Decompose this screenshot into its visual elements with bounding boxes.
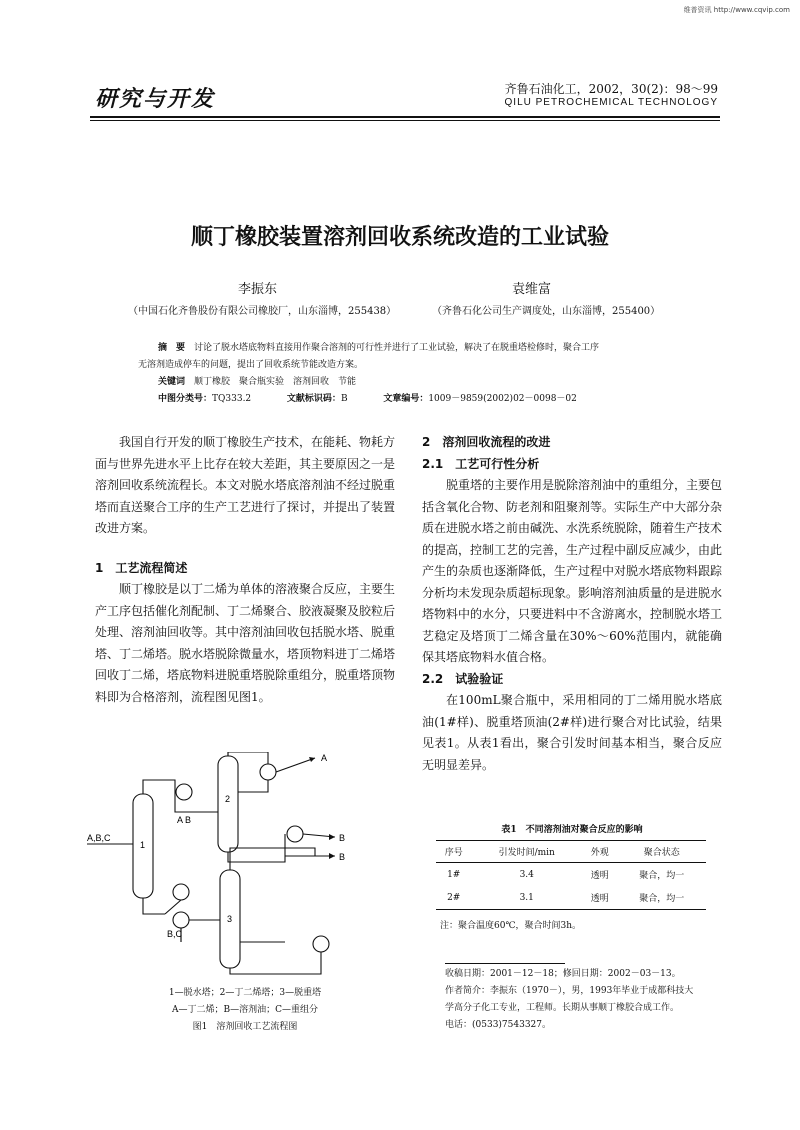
section-1-heading: 1 工艺流程简述: [95, 560, 188, 575]
table-cell: 聚合，均一: [639, 871, 685, 881]
section-2-1-heading: 2.1 工艺可行性分析: [422, 456, 540, 471]
table-row: [436, 886, 706, 910]
table-cell: 1#: [447, 869, 461, 880]
section-label: 研究与开发: [95, 86, 216, 112]
author-1-name: 李振东: [238, 282, 278, 297]
reboiler-3: [313, 936, 329, 952]
footnote-rule: [445, 963, 565, 964]
keywords: [158, 374, 356, 390]
table-header: 聚合状态: [617, 841, 706, 863]
reboiler-1: [173, 912, 189, 928]
abstract-line-2: 无溶剂造成停车的问题，提出了回收系统节能改造方案。: [138, 360, 364, 370]
legend-line-1: 1—脱水塔；2—丁二烯塔；3—脱重塔: [168, 988, 322, 998]
section-2-heading: 2 溶剂回收流程的改进: [422, 435, 551, 449]
t3-overhead-line: [230, 848, 315, 870]
condenser-1: [176, 784, 192, 800]
figure-legend: [95, 985, 395, 1036]
t1-bottom-line: [143, 898, 165, 914]
t1-overhead-line: [143, 780, 175, 802]
process-flow-diagram: [85, 752, 385, 982]
table-row: [436, 863, 706, 887]
line-a: [276, 758, 315, 772]
journal-citation: 齐鲁石油化工，2002，30(2)：98～99: [504, 82, 718, 96]
abstract-cont: [138, 357, 698, 373]
table-cell: 3.4: [519, 869, 534, 880]
label-bottom-bc: B,C: [167, 929, 183, 939]
t1-to-t2-line: [175, 802, 218, 812]
header-rule-thin: [90, 120, 720, 121]
footnote-author-2: 学高分子化工专业，工程师。长期从事顺丁橡胶合成工作。: [445, 1003, 680, 1013]
table-cell: 3.1: [471, 886, 582, 910]
author-2-affiliation: （齐鲁石化公司生产调度处，山东淄博，255400）: [432, 306, 661, 317]
header-rule-thick: [90, 116, 720, 118]
abstract: [158, 340, 688, 356]
author-2-name: 袁维富: [512, 282, 552, 297]
section-2-1-text: 脱重塔的主要作用是脱除溶剂油中的重组分，主要包括含氧化合物、防老剂和阻聚剂等。实际生产中大部分杂质在进脱水塔之前由碱洗、水洗系统脱除，随着生产技术的提高，控制工艺的完善，生产过程中副反应减少，由此产生的杂质也逐渐降低，生产过程中对脱水塔底物料跟踪分析均未发现杂质超标现象。影响溶剂油质量的是进脱水塔物料中的水分，只要进料中不含游离水，控制脱水塔工艺稳定及塔顶丁二烯含量在30%～60%范围内，就能确保其塔底物料水值合格。: [422, 478, 723, 664]
doc-label: 文献标识码：: [286, 394, 341, 404]
doc-code: B: [340, 394, 348, 404]
article-no: 1009－9859(2002)02－0098－02: [428, 394, 577, 404]
section-2-2-text: 在100mL聚合瓶中，采用相同的丁二烯用脱水塔底油(1#样)、脱重塔顶油(2#样)进行聚合对比试验，结果见表1。从表1看出，聚合引发时间基本相当，聚合反应无明显差异。: [422, 693, 722, 772]
intro-paragraph: 我国自行开发的顺丁橡胶生产技术，在能耗、物耗方面与世界先进水平上比存在较大差距，其主要原因之一是溶剂回收系统流程长。本文对脱水塔底溶剂油不经过脱重塔而直送聚合工序的生产工艺进行了探讨，并提出了装置改进方案。: [95, 435, 396, 535]
table-header: 外观: [582, 841, 617, 863]
exchanger-1: [173, 884, 189, 900]
label-tower-2: 2: [225, 794, 231, 804]
table-header: 引发时间/min: [471, 841, 582, 863]
keywords-text: 顺丁橡胶 聚合瓶实验 溶剂回收 节能: [194, 377, 357, 387]
clc-value: TQ333.2: [212, 394, 252, 404]
footnote-phone: 电话：(0533)7543327。: [445, 1020, 552, 1030]
table-cell: 透明: [582, 886, 617, 910]
label-out-b1: B: [339, 833, 346, 843]
keywords-label: 关键词: [158, 377, 186, 387]
table-1: [436, 840, 706, 910]
author-1-affiliation: （中国石化齐鲁股份有限公司橡胶厂，山东淄博，255438）: [128, 306, 397, 317]
clc-label: 中图分类号：: [158, 394, 213, 404]
right-column: [422, 432, 722, 776]
label-tower-1: 1: [140, 840, 146, 850]
table-1-note: 注：聚合温度60℃，聚合时间3h。: [440, 921, 582, 931]
section-1-text: 顺丁橡胶是以丁二烯为单体的溶液聚合反应，主要生产工序包括催化剂配制、丁二烯聚合、胶液凝聚及胶粒后处理、溶剂油回收等。其中溶剂油回收包括脱水塔、脱重塔、丁二烯塔。脱水塔脱除微量水，塔顶物料进丁二烯塔回收丁二烯，塔底物料进脱重塔脱除重组分，脱重塔顶物料即为合格溶剂，流程图见图1。: [95, 582, 396, 704]
article-title: 顺丁橡胶装置溶剂回收系统改造的工业试验: [190, 225, 609, 250]
legend-line-2: A—丁二烯；B—溶剂油；C—重组分: [171, 1005, 318, 1015]
footnote: [445, 966, 725, 1034]
left-column: [95, 432, 395, 708]
tower-2: [218, 756, 238, 852]
classification: [158, 391, 577, 407]
section-2-2-heading: 2.2 试验验证: [422, 671, 504, 686]
label-out-b2: B: [339, 852, 346, 862]
watermark: 维普资讯 http://www.cqvip.com: [683, 6, 790, 14]
label-feed: A,B,C: [87, 833, 111, 843]
label-out-a: A: [321, 753, 328, 763]
article-no-label: 文章编号：: [383, 394, 429, 404]
abstract-label: 摘 要: [158, 343, 186, 353]
figure-caption: 图1 溶剂回收工艺流程图: [192, 1022, 298, 1032]
label-tower-3: 3: [227, 914, 233, 924]
footnote-author-1: 作者简介：李振东（1970－），男，1993年毕业于成都科技大: [445, 986, 694, 996]
label-mid-ab: A B: [177, 815, 192, 825]
footnote-received: 收稿日期：2001－12－18；修回日期：2002－03－13。: [445, 969, 681, 979]
condenser-2: [260, 764, 276, 780]
journal-name-en: QILU PETROCHEMICAL TECHNOLOGY: [504, 97, 718, 108]
reboiler-2: [287, 826, 303, 842]
table-header: 序号: [436, 841, 471, 863]
t3-bottom-line: [230, 952, 321, 974]
table-cell: 聚合，均一: [617, 886, 706, 910]
table-cell: 透明: [590, 871, 609, 881]
table-header-row: [436, 841, 706, 863]
table-1-title: 表1 不同溶剂油对聚合反应的影响: [501, 825, 643, 835]
table-cell: 2#: [436, 886, 471, 910]
abstract-line-1: 讨论了脱水塔底物料直接用作聚合溶剂的可行性并进行了工业试验，解决了在脱重塔检修时，聚合工序: [194, 343, 600, 353]
